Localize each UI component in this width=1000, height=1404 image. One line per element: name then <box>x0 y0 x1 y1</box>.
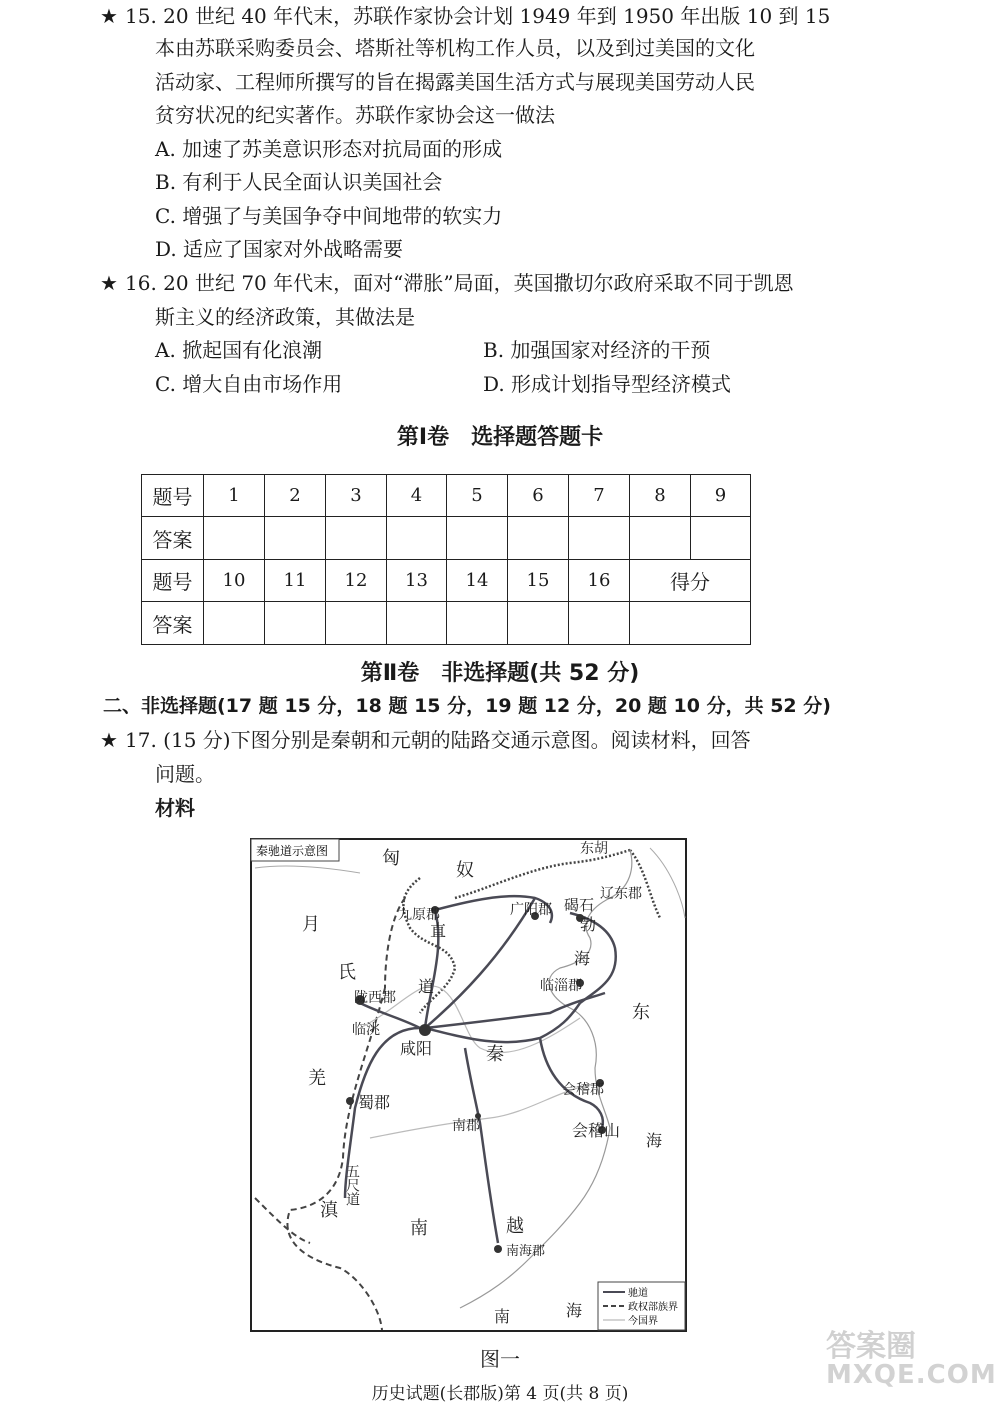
question-number: 10 <box>204 560 265 602</box>
label-question-number: 题号 <box>142 475 204 517</box>
label-answer: 答案 <box>142 517 204 560</box>
option-b: B. 加强国家对经济的干预 <box>483 338 711 362</box>
answer-cell[interactable] <box>387 602 447 645</box>
question-number: 16 <box>569 560 630 602</box>
option-b: B. 有利于人民全面认识美国社会 <box>155 170 443 194</box>
answer-cell[interactable] <box>204 517 265 560</box>
q15-line: 活动家、工程师所撰写的旨在揭露美国生活方式与展现美国劳动人民 <box>155 70 755 94</box>
option-a: A. 掀起国有化浪潮 <box>155 338 323 362</box>
label-nan-sea: 南 <box>494 1307 511 1326</box>
question-number: 12 <box>326 560 387 602</box>
option-d: D. 适应了国家对外战略需要 <box>155 237 404 261</box>
q17-line: 17. (15 分)下图分别是秦朝和元朝的陆路交通示意图。阅读材料，回答 <box>125 728 751 752</box>
watermark-logo-text: 答案圈 <box>826 1329 916 1364</box>
answer-cell[interactable] <box>630 517 691 560</box>
label-nanjun: 南郡 <box>452 1118 480 1134</box>
option-a: A. 加速了苏美意识形态对抗局面的形成 <box>155 137 503 161</box>
question-number: 13 <box>387 560 447 602</box>
question-number: 8 <box>630 475 691 517</box>
option-c: C. 增大自由市场作用 <box>155 372 343 396</box>
material-label: 材料 <box>155 796 195 820</box>
answer-cell[interactable] <box>569 602 630 645</box>
q15-line: 15. 20 世纪 40 年代末，苏联作家协会计划 1949 年到 1950 年出版 10 到 15 <box>125 4 831 28</box>
label-lintao: 临洮 <box>352 1022 380 1038</box>
answer-cell[interactable] <box>265 517 326 560</box>
q17-line: 问题。 <box>155 762 215 786</box>
label-linzi: 临淄郡 <box>540 978 582 994</box>
legend-road: 驰道 <box>628 1288 648 1299</box>
question-number: 2 <box>265 475 326 517</box>
option-d: D. 形成计划指导型经济模式 <box>483 372 732 396</box>
label-jieshi: 碣石 <box>564 896 595 914</box>
part-ii-title: 第Ⅱ卷 非选择题(共 52 分) <box>360 661 640 686</box>
label-hai-sea: 海 <box>566 1301 583 1320</box>
label-nan: 南 <box>410 1218 428 1239</box>
q16-line: 16. 20 世纪 70 年代末，面对“滞胀”局面，英国撒切尔政府采取不同于凯恩 <box>125 271 794 295</box>
answer-cell[interactable] <box>508 602 569 645</box>
label-bo: 勃 <box>580 915 597 934</box>
label-zhi: 直 <box>430 921 447 940</box>
section-heading: 二、非选择题(17 题 15 分，18 题 15 分，19 题 12 分，20 题 10 分，共 52 分) <box>103 695 831 717</box>
label-qin: 秦 <box>486 1044 504 1065</box>
city-marker-shu <box>346 1097 354 1105</box>
score-label: 得分 <box>630 560 751 602</box>
label-xiongnu-2: 奴 <box>456 860 474 881</box>
map-legend <box>598 1282 685 1330</box>
answer-cell[interactable] <box>326 517 387 560</box>
label-kuaijishan: 会稽山 <box>572 1121 621 1140</box>
label-jiuyuan: 九原郡 <box>398 907 440 923</box>
label-dian: 滇 <box>320 1200 338 1221</box>
label-wuchi: 五尺道 <box>344 1164 360 1206</box>
star-icon: ★ <box>100 4 118 28</box>
question-number: 14 <box>447 560 508 602</box>
figure-caption: 图一 <box>480 1347 520 1371</box>
question-number: 7 <box>569 475 630 517</box>
qin-road-map <box>250 838 687 1332</box>
watermark-text: MXQE.COM <box>826 1360 997 1390</box>
page-footer: 历史试题(长郡版)第 4 页(共 8 页) <box>371 1384 629 1404</box>
answer-cell[interactable] <box>508 517 569 560</box>
answer-cell[interactable] <box>265 602 326 645</box>
label-answer: 答案 <box>142 602 204 645</box>
city-marker-xianyang <box>419 1024 431 1036</box>
label-liaodong: 辽东郡 <box>600 886 642 902</box>
option-c: C. 增强了与美国争夺中间地带的软实力 <box>155 204 503 228</box>
label-shi: 氏 <box>338 962 356 983</box>
question-number: 9 <box>691 475 751 517</box>
answer-card-title: 第Ⅰ卷 选择题答题卡 <box>396 425 604 450</box>
label-yue-south: 越 <box>506 1216 524 1237</box>
question-number: 15 <box>508 560 569 602</box>
star-icon: ★ <box>100 271 118 295</box>
label-donghu: 东胡 <box>580 841 608 857</box>
label-dao: 道 <box>418 977 435 996</box>
answer-card-table <box>141 474 751 645</box>
legend-border: 政权部族界 <box>628 1302 678 1313</box>
label-nanhai: 南海郡 <box>506 1244 546 1259</box>
legend-national: 今国界 <box>628 1316 658 1327</box>
label-longxi: 陇西郡 <box>354 990 396 1006</box>
label-xiongnu-1: 匈 <box>382 848 400 869</box>
question-number: 5 <box>447 475 508 517</box>
answer-cell[interactable] <box>569 517 630 560</box>
q15-line: 贫穷状况的纪实著作。苏联作家协会这一做法 <box>155 103 555 127</box>
label-xianyang: 咸阳 <box>400 1039 433 1058</box>
answer-cell[interactable] <box>387 517 447 560</box>
label-guangyang: 广阳郡 <box>510 902 552 918</box>
answer-cell[interactable] <box>326 602 387 645</box>
map-title: 秦驰道示意图 <box>256 844 329 858</box>
star-icon: ★ <box>100 728 118 752</box>
label-kuaiji: 会稽郡 <box>562 1082 604 1098</box>
answer-cell[interactable] <box>447 602 508 645</box>
label-hai-east: 海 <box>646 1131 663 1150</box>
question-number: 6 <box>508 475 569 517</box>
question-number: 11 <box>265 560 326 602</box>
label-question-number: 题号 <box>142 560 204 602</box>
label-qiang: 羌 <box>308 1068 326 1089</box>
question-number: 4 <box>387 475 447 517</box>
label-shu: 蜀郡 <box>358 1093 391 1112</box>
question-number: 1 <box>204 475 265 517</box>
label-hai-bohai: 海 <box>574 949 591 968</box>
label-dong: 东 <box>632 1002 650 1023</box>
label-yue: 月 <box>302 914 320 935</box>
answer-cell[interactable] <box>204 602 265 645</box>
question-number: 3 <box>326 475 387 517</box>
score-cell[interactable] <box>630 602 751 645</box>
answer-cell[interactable] <box>691 517 751 560</box>
q15-line: 本由苏联采购委员会、塔斯社等机构工作人员，以及到过美国的文化 <box>155 36 755 60</box>
answer-cell[interactable] <box>447 517 508 560</box>
q16-line: 斯主义的经济政策，其做法是 <box>155 305 415 329</box>
city-marker-nanhai <box>494 1245 502 1253</box>
